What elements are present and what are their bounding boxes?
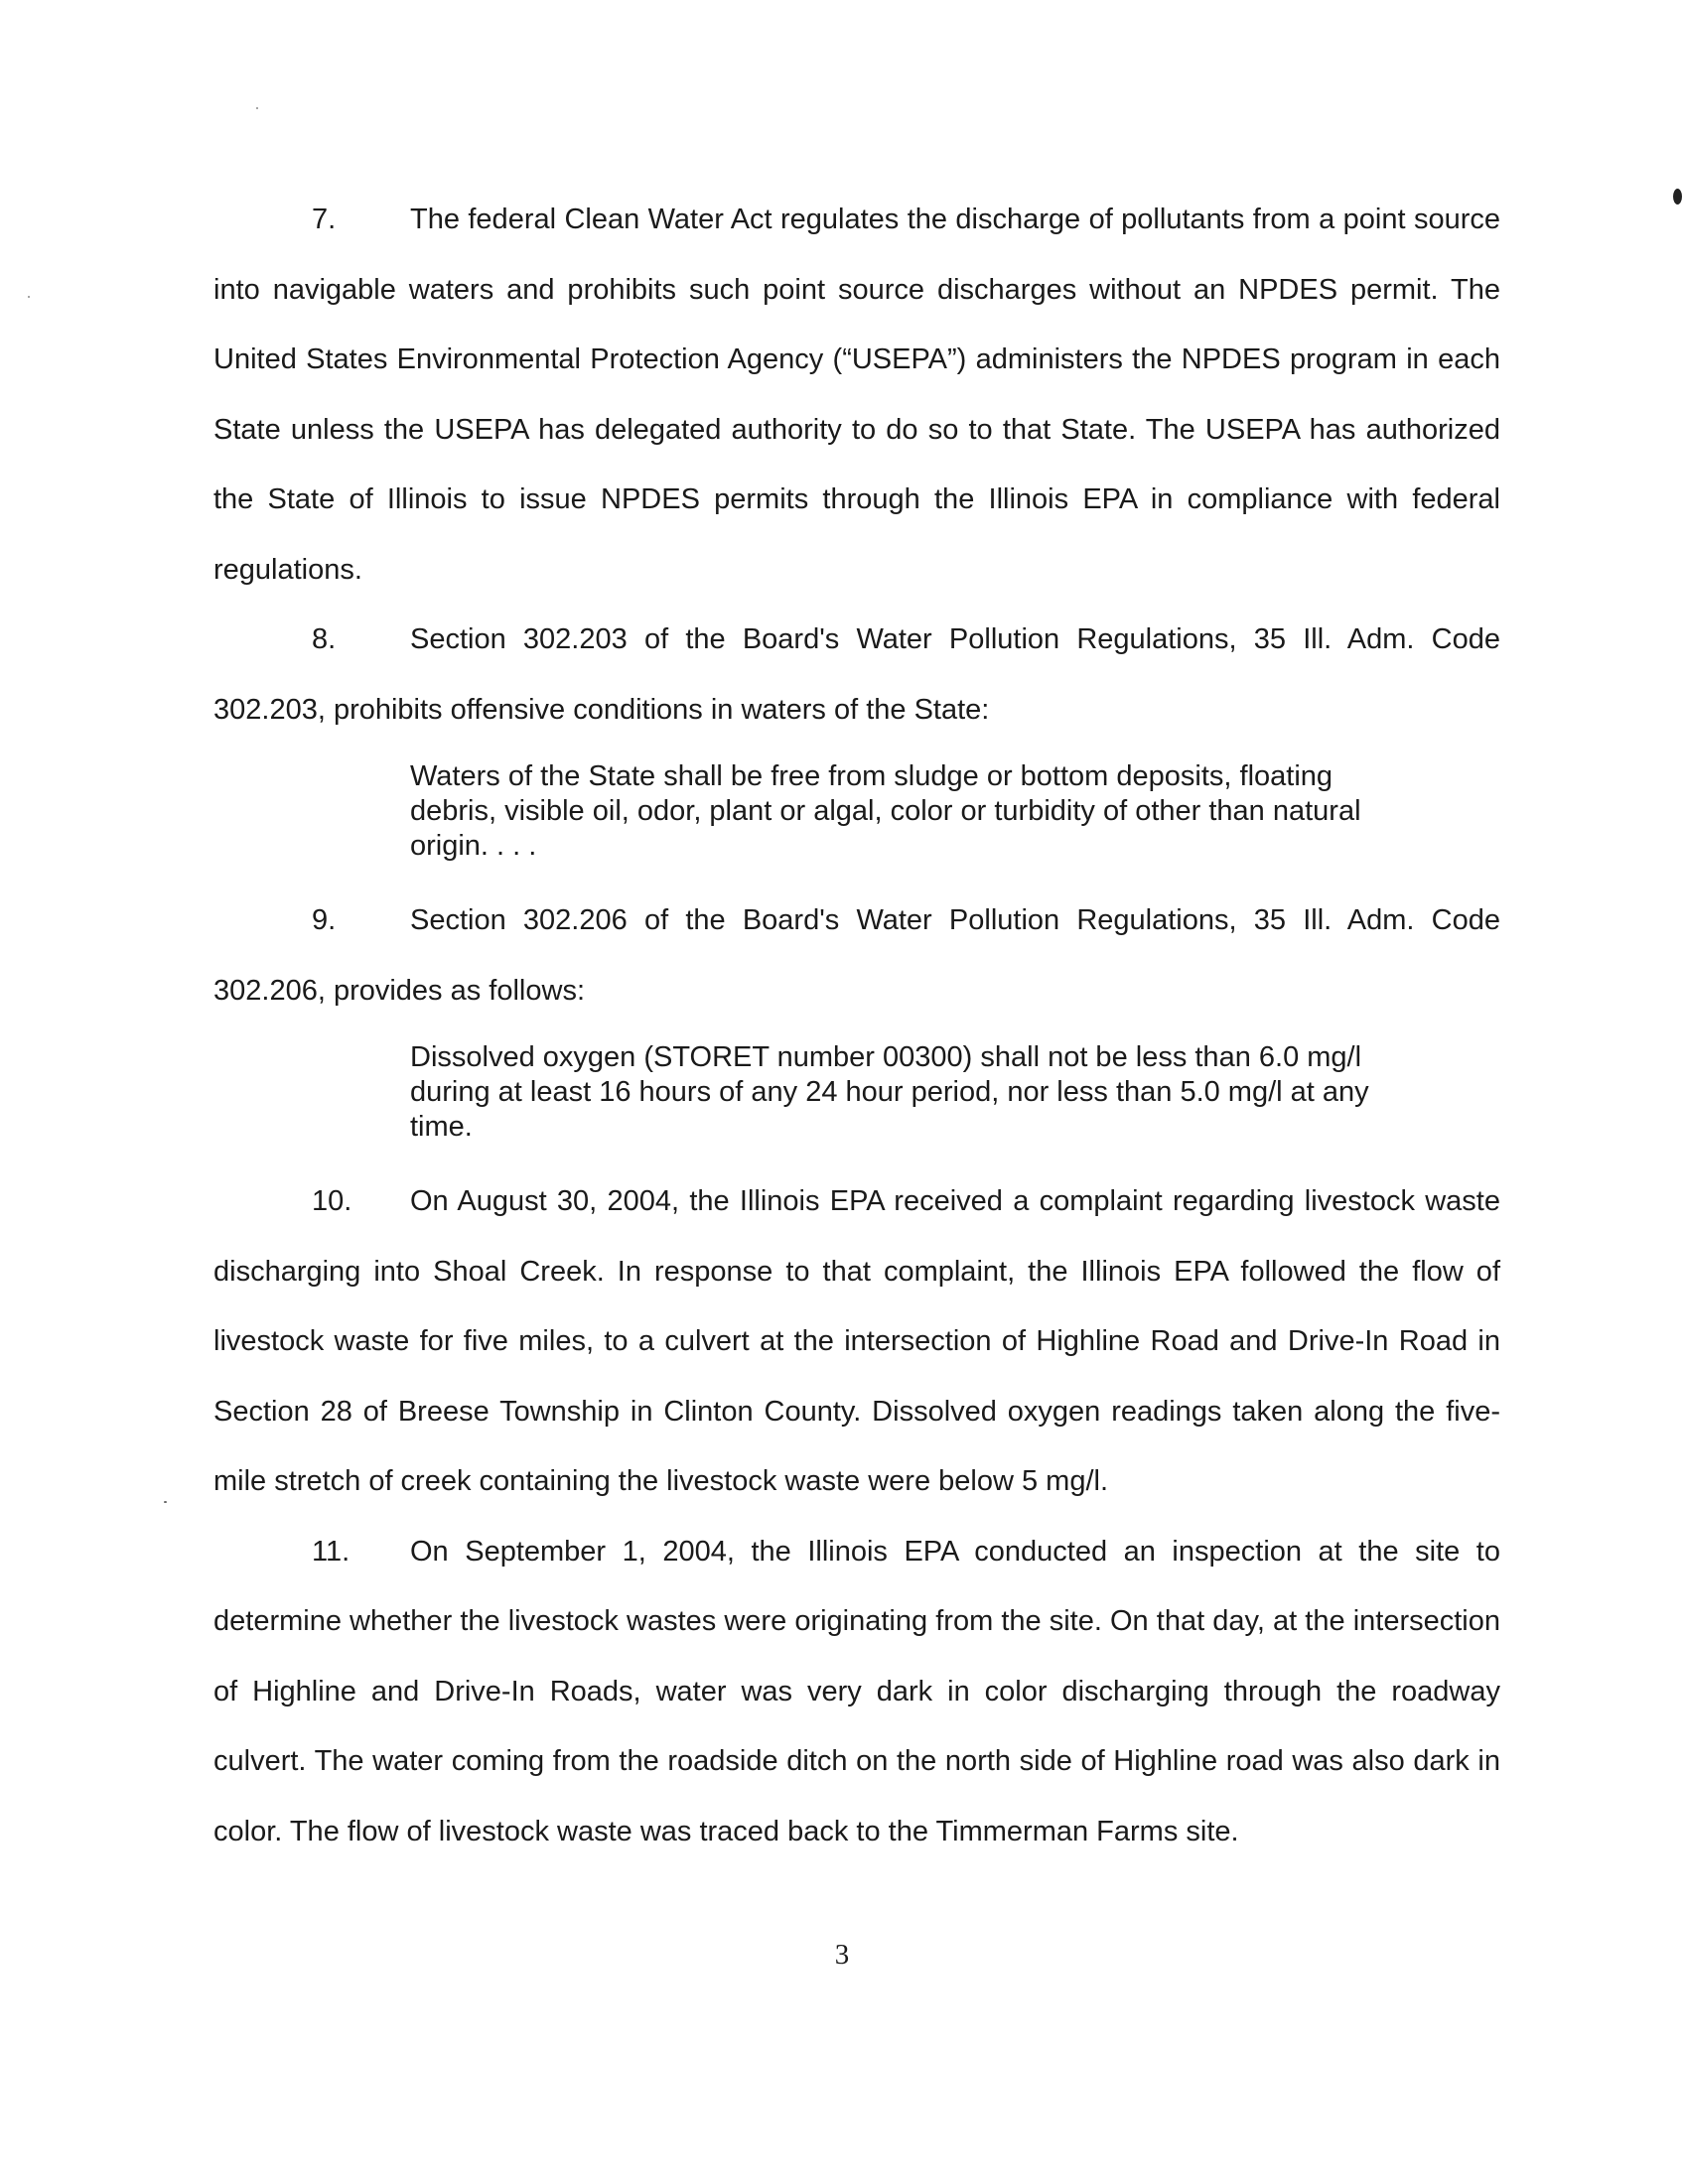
paragraph-number: 8. [312, 623, 337, 655]
paragraph-text: On August 30, 2004, the Illinois EPA received a complaint regarding livestock waste discharging into Shoal Creek. In response to that complaint, the Illinois EPA followed the flow of livestock waste for five miles, to a culvert at the intersection of Highline Road and Drive-In Road in Section 28 of Breese Township in Clinton County. Dissolved oxygen readings taken along the five-mile stretch of creek containing the livestock waste were below 5 mg/l. [213, 1185, 1500, 1497]
scan-speck [164, 1501, 167, 1503]
paragraph-8 [213, 605, 1500, 745]
scan-speck [256, 107, 258, 109]
paragraph-text: On September 1, 2004, the Illinois EPA conducted an inspection at the site to determine whether the livestock wastes were originating from the site. On that day, at the intersection of Highline and Drive-In Roads, water was very dark in color discharging through the roadway culvert. The water coming from the roadside ditch on the north side of Highline road was also dark in color. The flow of livestock waste was traced back to the Timmerman Farms site. [213, 1535, 1500, 1847]
paragraph-number: 9. [312, 904, 337, 936]
paragraph-7 [213, 185, 1500, 605]
scan-speck [1673, 189, 1682, 205]
block-quote-302-206: Dissolved oxygen (STORET number 00300) shall not be less than 6.0 mg/l during at least 16 hours of any 24 hour period, nor less than 5.0 mg/l at any time. [410, 1041, 1369, 1143]
paragraph-10 [213, 1166, 1500, 1517]
page-number: 3 [834, 1939, 850, 1971]
block-quote-302-203: Waters of the State shall be free from sludge or bottom deposits, floating debris, visible oil, odor, plant or algal, color or turbidity of other than natural origin. . . . [410, 760, 1361, 862]
paragraph-number: 10. [312, 1185, 352, 1217]
paragraph-text: Section 302.206 of the Board's Water Pollution Regulations, 35 Ill. Adm. Code 302.206, provides as follows: [213, 904, 1500, 1007]
document-body [213, 185, 1500, 1866]
paragraph-number: 7. [312, 204, 337, 235]
paragraph-number: 11. [312, 1535, 351, 1568]
paragraph-9 [213, 886, 1500, 1025]
paragraph-text: The federal Clean Water Act regulates the discharge of pollutants from a point source into navigable waters and prohibits such point source discharges without an NPDES permit. The United States Environmental Protection Agency (“USEPA”) administers the NPDES program in each State unless the USEPA has delegated authority to do so to that State. The USEPA has authorized the State of Illinois to issue NPDES permits through the Illinois EPA in compliance with federal regulations. [213, 204, 1500, 586]
paragraph-text: Section 302.203 of the Board's Water Pollution Regulations, 35 Ill. Adm. Code 302.203, prohibits offensive conditions in waters of the State: [213, 623, 1500, 726]
paragraph-11 [213, 1517, 1500, 1867]
scan-speck [28, 296, 30, 298]
